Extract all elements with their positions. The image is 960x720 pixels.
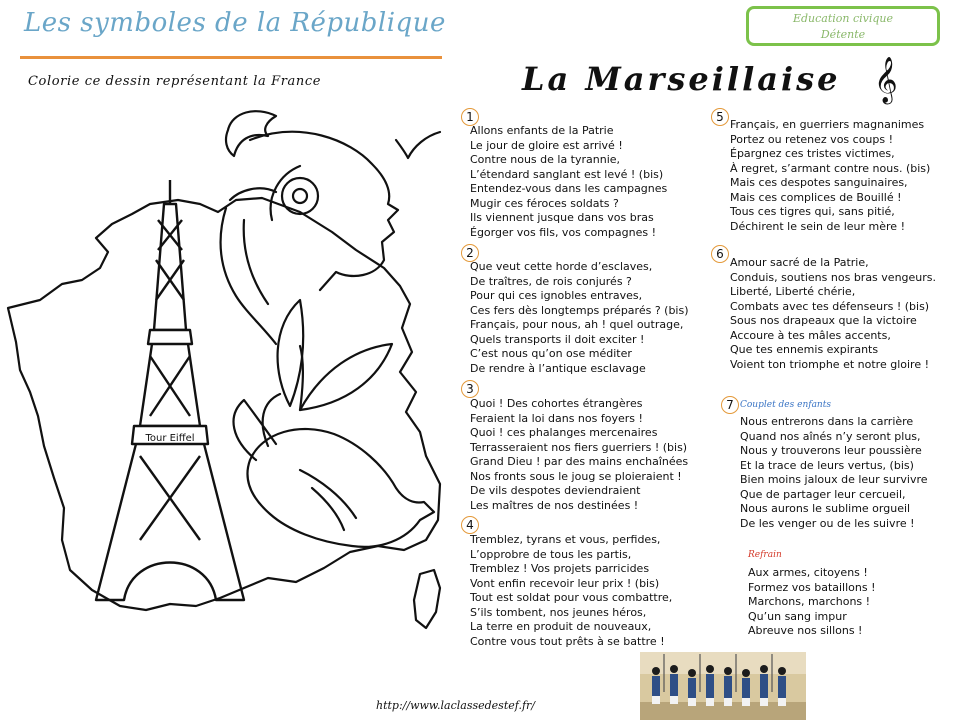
verse-line: Et la trace de leurs vertus, (bis) [740,458,914,472]
stanza-number: 3 [461,380,479,398]
stanza-lines [470,124,667,240]
verse-line: Voient ton triomphe et notre gloire ! [730,357,929,371]
verse-line: Abreuve nos sillons ! [748,624,863,637]
verse-line: Formez vos bataillons ! [748,580,876,594]
verse-line: Pour qui ces ignobles entraves, [470,289,643,302]
verse-line: De rendre à l’antique esclavage [470,361,646,375]
song-title: La Marseillaise [522,60,841,98]
tulip-leaf-left [278,300,304,406]
verse-line: Égorger vos fils, vos compagnes ! [470,225,656,239]
verse-line: Portez ou retenez vos coups ! [730,132,894,146]
soldiers-painting [640,652,806,720]
verse-line: Tout est soldat pour vous combattre, [470,591,673,604]
stanza-number: 1 [461,108,479,126]
badge-subject: Education civique [792,12,894,25]
verse-line: Quoi ! ces phalanges mercenaires [470,426,658,439]
cockade-center [293,189,307,203]
verse-line: Conduis, soutiens nos bras vengeurs. [730,270,937,284]
verse-line: Les maîtres de nos destinées ! [470,498,639,512]
corsica-outline [414,570,440,628]
rooster-wing [300,470,356,530]
verse-line: Le jour de gloire est arrivé ! [470,138,623,152]
verse-line: De vils despotes deviendraient [470,484,641,497]
verse-line: Entendez-vous dans les campagnes [470,182,668,195]
verse-line: Nous aurons le sublime orgueil [740,502,911,515]
verse-line: Tous ces tigres qui, sans pitié, [730,205,895,218]
verse-line: Ils viennent jusque dans vos bras [470,211,654,224]
verse-line: Quels transports il doit exciter ! [470,332,645,346]
source-url: http://www.laclassedestef.fr/ [376,699,535,712]
page-header-title: Les symboles de la République [24,8,446,38]
stanza-lines [470,260,689,376]
verse-line: Quand nos aînés n’y seront plus, [740,429,921,443]
verse-line: Accoure à tes mâles accents, [730,328,891,342]
verse-line: L’étendard sanglant est levé ! (bis) [470,167,664,181]
verse-line: De traîtres, de rois conjurés ? [470,274,632,288]
verse-line: Épargnez ces tristes victimes, [730,147,895,160]
stanza-number: 2 [461,244,479,262]
stanza-number: 5 [711,108,729,126]
coloring-instruction: Colorie ce dessin représentant la France [28,74,322,89]
verse-line: Mugir ces féroces soldats ? [470,196,619,210]
verse-line: Qu’un sang impur [748,609,847,623]
refrain-heading: Refrain [748,550,782,560]
verse-line: Français, en guerriers magnanimes [730,118,925,131]
verse-line: À regret, s’armant contre nous. (bis) [730,161,931,175]
verse-line: Nous y trouverons leur poussière [740,444,922,457]
verse-line: De les venger ou de les suivre ! [740,516,915,530]
stanza-lines [730,256,936,372]
verse-line: Ces fers dès longtemps préparés ? (bis) [470,303,689,317]
stanza-number: 4 [461,516,479,534]
cockade-flower [282,178,318,214]
verse-line: Que tes ennemis expirants [730,343,879,356]
stanza-number: 6 [711,245,729,263]
tulip-stem [300,346,303,410]
marianne-profile [230,132,398,290]
stanza-number: 7 [721,396,739,414]
verse-line: Quoi ! Des cohortes étrangères [470,397,643,410]
verse-line: Terrasseraient nos fiers guerriers ! (bis) [470,440,688,454]
marianne-hair [221,208,276,344]
subject-badge [746,6,940,46]
verse-line: Bien moins jaloux de leur survivre [740,473,928,486]
verse-line: Contre nous de la tyrannie, [470,153,621,166]
treble-clef-icon: 𝄞 [874,57,898,103]
verse-line: Grand Dieu ! par des mains enchaînées [470,455,689,468]
verse-line: Combats avec tes défenseurs ! (bis) [730,299,930,313]
refrain-lines [748,566,876,639]
verse-line: S’ils tombent, nos jeunes héros, [470,605,647,619]
verse-line: Déchirent le sein de leur mère ! [730,219,905,233]
tower-sign-text: Tour Eiffel [145,433,195,444]
stanza-lines [470,397,688,513]
verse-line: Nos fronts sous le joug se ploieraient ! [470,469,682,483]
coloring-illustration [0,100,458,640]
verse-line: Feraient la loi dans nos foyers ! [470,411,643,425]
children-verse-heading: Couplet des enfants [740,400,831,410]
verse-line: Liberté, Liberté chérie, [730,285,856,298]
stanza-lines [470,533,672,649]
tulip-leaf-right [300,344,392,410]
verse-line: Tremblez, tyrans et vous, perfides, [470,533,661,546]
verse-line: Amour sacré de la Patrie, [730,256,869,269]
verse-line: Que veut cette horde d’esclaves, [470,260,653,273]
verse-line: Aux armes, citoyens ! [748,566,868,579]
verse-line: Français, pour nous, ah ! quel outrage, [470,318,684,331]
verse-line: Allons enfants de la Patrie [470,124,614,137]
verse-line: C’est nous qu’on ose méditer [470,347,632,360]
verse-line: Nous entrerons dans la carrière [740,415,914,428]
bird-outline [396,132,440,158]
verse-line: L’opprobre de tous les partis, [470,547,632,561]
verse-line: Mais ces complices de Bouillé ! [730,190,902,204]
france-map-outline [8,198,440,610]
verse-line: Sous nos drapeaux que la victoire [730,314,917,327]
stanza-lines [740,415,928,531]
eiffel-tower [96,180,244,600]
verse-line: La terre en produit de nouveaux, [470,620,652,633]
verse-line: Vont enfin recevoir leur prix ! (bis) [470,576,660,590]
stanza-lines [730,118,930,234]
badge-category: Détente [820,28,866,41]
header-divider [20,56,442,59]
verse-line: Mais ces despotes sanguinaires, [730,176,908,189]
rooster-body [247,429,434,547]
verse-line: Que de partager leur cercueil, [740,487,906,501]
verse-line: Contre vous tout prêts à se battre ! [470,634,665,648]
verse-line: Marchons, marchons ! [748,595,871,608]
verse-line: Tremblez ! Vos projets parricides [470,562,650,575]
